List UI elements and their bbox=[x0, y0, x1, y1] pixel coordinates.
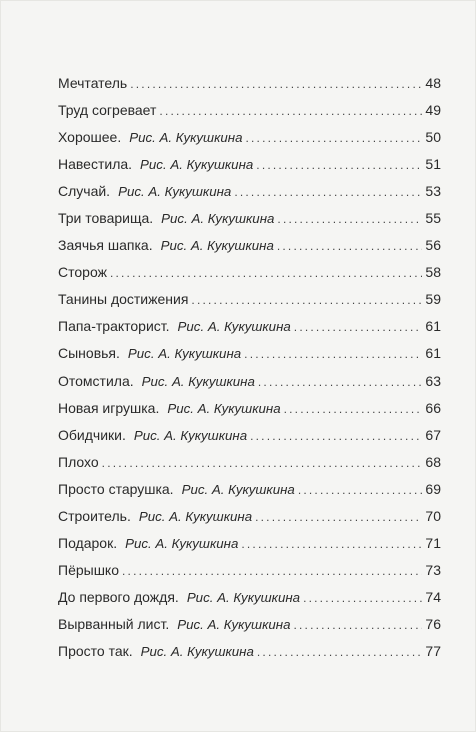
toc-entry bbox=[58, 638, 441, 665]
toc-entry-page-number: 66 bbox=[425, 399, 441, 416]
toc-entry-illustrator-credit: Рис. А. Кукушкина bbox=[129, 130, 243, 146]
toc-entry-title: Строитель. bbox=[58, 507, 131, 524]
toc-entry-page-number: 49 bbox=[425, 102, 441, 119]
toc-entry-page-number: 69 bbox=[425, 480, 441, 497]
dot-leader bbox=[293, 612, 422, 639]
toc-entry-illustrator-credit: Рис. А. Кукушкина bbox=[160, 238, 274, 254]
toc-entry-title: Просто так. bbox=[58, 642, 133, 659]
dot-leader bbox=[159, 98, 422, 125]
toc-entry-title: Случай. bbox=[58, 183, 111, 200]
toc-entry-illustrator-credit: Рис. А. Кукушкина bbox=[140, 157, 254, 173]
dot-leader bbox=[250, 423, 422, 450]
dot-leader bbox=[234, 179, 422, 206]
toc-entry-title: Мечтатель bbox=[58, 75, 128, 91]
toc-entry bbox=[58, 124, 441, 151]
toc-entry bbox=[58, 70, 441, 97]
dot-leader bbox=[244, 341, 422, 368]
toc-entry-page-number: 58 bbox=[425, 264, 441, 281]
toc-entry-title: Обидчики. bbox=[58, 426, 126, 443]
toc-entry-title: Папа-тракторист. bbox=[58, 318, 170, 335]
toc-entry-page-number: 77 bbox=[425, 642, 441, 659]
toc-entry-page-number: 76 bbox=[425, 615, 441, 632]
table-of-contents bbox=[58, 70, 441, 665]
toc-entry-title: Навестила. bbox=[58, 156, 133, 173]
toc-entry bbox=[58, 232, 441, 259]
toc-entry bbox=[58, 97, 441, 124]
toc-entry-illustrator-credit: Рис. А. Кукушкина bbox=[125, 535, 239, 551]
toc-entry-page-number: 70 bbox=[425, 507, 441, 524]
dot-leader bbox=[256, 152, 422, 179]
toc-entry-illustrator-credit: Рис. А. Кукушкина bbox=[127, 346, 242, 362]
toc-entry bbox=[58, 178, 441, 205]
dot-leader bbox=[255, 504, 422, 531]
dot-leader bbox=[284, 396, 423, 423]
toc-entry-title: Хорошее. bbox=[58, 129, 122, 146]
toc-entry bbox=[58, 259, 441, 286]
toc-entry bbox=[58, 611, 441, 638]
toc-entry-page-number: 67 bbox=[425, 426, 441, 443]
dot-leader bbox=[110, 260, 422, 287]
toc-entry bbox=[58, 530, 441, 557]
toc-entry-page-number: 55 bbox=[425, 210, 441, 227]
toc-entry-title: Плохо bbox=[58, 453, 99, 470]
toc-entry bbox=[58, 151, 441, 178]
toc-entry bbox=[58, 368, 441, 395]
toc-entry-title: Подарок. bbox=[58, 534, 118, 551]
toc-entry-title: Сторож bbox=[58, 264, 107, 281]
toc-entry-illustrator-credit: Рис. А. Кукушкина bbox=[177, 319, 291, 335]
toc-entry-illustrator-credit: Рис. А. Кукушкина bbox=[118, 184, 232, 200]
toc-entry-title: Заячья шапка. bbox=[58, 237, 153, 254]
toc-entry-title: Вырванный лист. bbox=[58, 615, 170, 632]
toc-entry bbox=[58, 313, 441, 340]
toc-entry-page-number: 68 bbox=[425, 453, 441, 470]
toc-entry-illustrator-credit: Рис. А. Кукушкина bbox=[167, 400, 281, 416]
dot-leader bbox=[191, 287, 422, 314]
toc-entry-page-number: 63 bbox=[425, 372, 441, 389]
dot-leader bbox=[257, 639, 423, 666]
dot-leader bbox=[102, 450, 423, 477]
toc-entry-page-number: 61 bbox=[425, 345, 441, 362]
dot-leader bbox=[241, 531, 422, 558]
toc-entry bbox=[58, 503, 441, 530]
toc-entry-page-number: 73 bbox=[425, 561, 441, 578]
toc-entry-title: Труд согревает bbox=[58, 102, 157, 119]
dot-leader bbox=[298, 477, 423, 504]
toc-entry-title: Сыновья. bbox=[58, 345, 120, 362]
toc-entry-title: Просто старушка. bbox=[58, 480, 174, 497]
toc-entry-illustrator-credit: Рис. А. Кукушкина bbox=[140, 643, 254, 659]
toc-entry bbox=[58, 340, 441, 367]
dot-leader bbox=[303, 585, 422, 612]
toc-entry bbox=[58, 557, 441, 584]
toc-entry-title: До первого дождя. bbox=[58, 588, 179, 605]
dot-leader bbox=[294, 314, 423, 341]
toc-entry-illustrator-credit: Рис. А. Кукушкина bbox=[181, 481, 295, 497]
toc-entry-page-number: 48 bbox=[425, 75, 441, 91]
toc-entry-illustrator-credit: Рис. А. Кукушкина bbox=[138, 508, 253, 524]
toc-entry-title: Танины достижения bbox=[58, 291, 189, 308]
dot-leader bbox=[277, 206, 422, 233]
toc-entry-page-number: 74 bbox=[425, 588, 441, 605]
toc-entry-illustrator-credit: Рис. А. Кукушкина bbox=[133, 427, 248, 443]
toc-entry-title: Отомстила. bbox=[58, 372, 134, 389]
dot-leader bbox=[258, 369, 423, 396]
toc-entry bbox=[58, 395, 441, 422]
toc-entry bbox=[58, 476, 441, 503]
toc-entry-illustrator-credit: Рис. А. Кукушкина bbox=[141, 373, 255, 389]
toc-entry-title: Новая игрушка. bbox=[58, 399, 160, 416]
dot-leader bbox=[245, 125, 422, 152]
toc-entry bbox=[58, 422, 441, 449]
toc-entry-title: Три товарища. bbox=[58, 210, 154, 227]
toc-entry-title: Пёрышко bbox=[58, 561, 119, 578]
dot-leader bbox=[130, 71, 422, 98]
toc-entry-page-number: 59 bbox=[425, 291, 441, 308]
toc-entry-page-number: 50 bbox=[425, 129, 441, 146]
toc-entry-illustrator-credit: Рис. А. Кукушкина bbox=[161, 211, 275, 227]
toc-entry-page-number: 53 bbox=[425, 183, 441, 200]
toc-entry-illustrator-credit: Рис. А. Кукушкина bbox=[186, 589, 301, 605]
dot-leader bbox=[122, 558, 422, 585]
toc-entry-page-number: 56 bbox=[425, 237, 441, 254]
toc-entry-page-number: 51 bbox=[425, 156, 441, 173]
dot-leader bbox=[277, 233, 423, 260]
toc-entry-page-number: 71 bbox=[425, 534, 441, 551]
toc-entry bbox=[58, 584, 441, 611]
toc-entry bbox=[58, 449, 441, 476]
toc-entry bbox=[58, 286, 441, 313]
toc-entry-illustrator-credit: Рис. А. Кукушкина bbox=[177, 616, 291, 632]
toc-entry bbox=[58, 205, 441, 232]
toc-entry-page-number: 61 bbox=[425, 318, 441, 335]
